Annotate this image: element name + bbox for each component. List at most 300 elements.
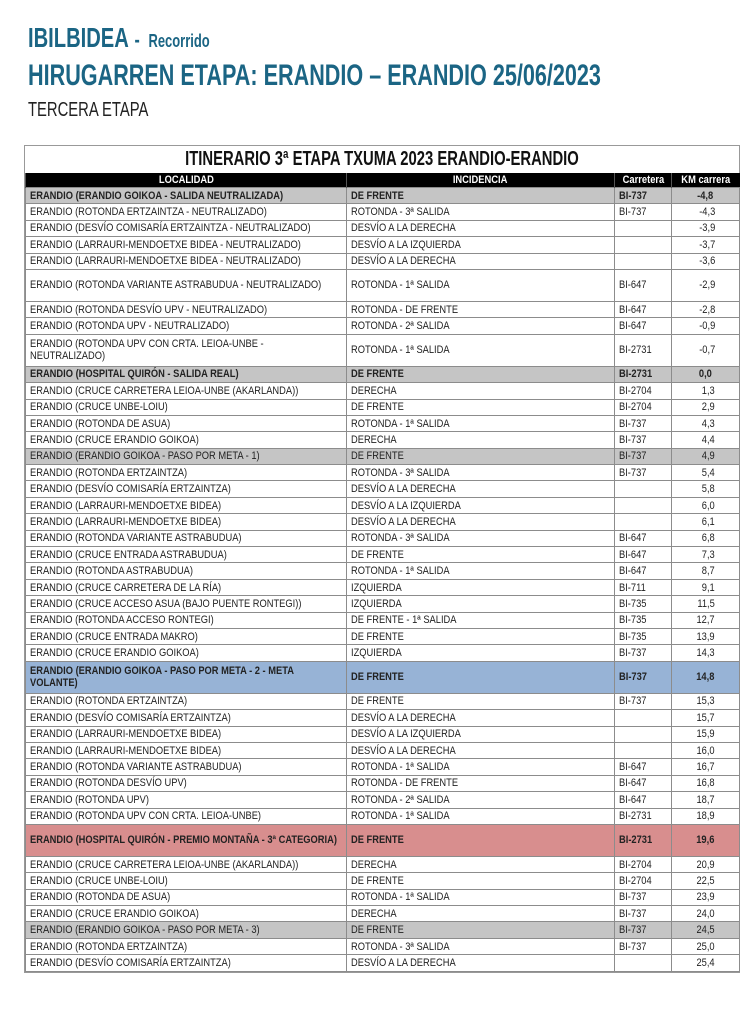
cell-km (672, 497, 740, 513)
cell-carretera-text: BI-647 (619, 320, 647, 333)
cell-incidencia (347, 693, 615, 709)
table-row (26, 220, 740, 236)
cell-km (672, 188, 740, 204)
cell-km (672, 579, 740, 595)
cell-incidencia (347, 448, 615, 464)
cell-localidad-text: ERANDIO (ROTONDA DE ASUA) (30, 417, 171, 430)
cell-carretera-text: BI-647 (619, 565, 647, 578)
cell-km (672, 726, 740, 742)
cell-incidencia-text: DESVÍO A LA IZQUIERDA (351, 728, 461, 741)
cell-localidad-text: ERANDIO (ROTONDA DESVÍO UPV - NEUTRALIZADO) (30, 303, 268, 316)
cell-km (672, 873, 740, 889)
cell-localidad-text: ERANDIO (LARRAURI-MENDOETXE BIDEA) (30, 515, 222, 528)
table-row (26, 938, 740, 954)
cell-localidad (26, 955, 347, 971)
cell-km-text: 14,8 (696, 671, 715, 684)
cell-localidad-text: ERANDIO (ROTONDA ERTZAINTZA) (30, 466, 188, 479)
cell-incidencia-text: ROTONDA - 1ª SALIDA (351, 279, 450, 292)
cell-carretera (615, 955, 672, 971)
cell-km (672, 334, 740, 366)
cell-carretera (615, 188, 672, 204)
table-row (26, 563, 740, 579)
table-row (26, 922, 740, 938)
cell-km-text: 24,5 (696, 924, 715, 937)
table-row (26, 775, 740, 791)
cell-km-text: 2,9 (702, 401, 715, 414)
table-row (26, 269, 740, 301)
cell-carretera-text: BI-2704 (619, 858, 652, 871)
cell-localidad-text: ERANDIO (ERANDIO GOIKOA - PASO POR META - 3) (30, 924, 260, 937)
cell-carretera (615, 938, 672, 954)
itinerary-title (25, 146, 739, 173)
cell-incidencia-text: DESVÍO A LA DERECHA (351, 222, 456, 235)
cell-localidad-text: ERANDIO (CRUCE UNBE-LOIU) (30, 874, 168, 887)
table-row (26, 645, 740, 661)
table-row (26, 301, 740, 317)
cell-incidencia-text: DE FRENTE (351, 401, 404, 414)
stage-title: HIRUGARREN ETAPA: ERANDIO – ERANDIO 25/06/2023 (28, 59, 601, 92)
cell-incidencia-text: DE FRENTE (351, 189, 404, 202)
table-row (26, 906, 740, 922)
column-header-km: KM carrera (672, 173, 740, 188)
cell-localidad (26, 514, 347, 530)
cell-km-text: 16,7 (696, 761, 715, 774)
cell-km (672, 366, 740, 382)
table-row (26, 726, 740, 742)
cell-localidad (26, 661, 347, 693)
cell-km (672, 922, 740, 938)
cell-localidad-text: ERANDIO (CRUCE ERANDIO GOIKOA) (30, 433, 199, 446)
table-row (26, 448, 740, 464)
cell-localidad-text: ERANDIO (DESVÍO COMISARÍA ERTZAINTZA) (30, 956, 231, 969)
table-row (26, 366, 740, 382)
cell-km-text: 6,0 (702, 499, 715, 512)
cell-km (672, 563, 740, 579)
table-row (26, 579, 740, 595)
itinerary-table (25, 173, 740, 972)
cell-localidad-text: ERANDIO (CRUCE ENTRADA ASTRABUDUA) (30, 548, 227, 561)
itinerary-title-text: ITINERARIO 3ª ETAPA TXUMA 2023 ERANDIO-ERANDIO (185, 148, 579, 170)
cell-incidencia (347, 824, 615, 856)
cell-km-text: 16,8 (696, 777, 715, 790)
cell-carretera (615, 775, 672, 791)
cell-incidencia-text: DE FRENTE (351, 671, 404, 684)
cell-km (672, 775, 740, 791)
cell-localidad-text: ERANDIO (ROTONDA VARIANTE ASTRABUDUA) (30, 761, 242, 774)
cell-carretera (615, 808, 672, 824)
cell-carretera-text: BI-737 (619, 647, 647, 660)
cell-carretera (615, 481, 672, 497)
cell-carretera (615, 366, 672, 382)
cell-incidencia-text: ROTONDA - DE FRENTE (351, 303, 459, 316)
cell-incidencia-text: ROTONDA - 2ª SALIDA (351, 320, 450, 333)
table-row (26, 415, 740, 431)
cell-km-text: 13,9 (696, 630, 715, 643)
cell-carretera-text: BI-2731 (619, 834, 653, 847)
cell-incidencia (347, 253, 615, 269)
cell-incidencia-text: DE FRENTE - 1ª SALIDA (351, 614, 457, 627)
cell-carretera-text: BI-735 (619, 614, 647, 627)
cell-incidencia-text: ROTONDA - 1ª SALIDA (351, 891, 450, 904)
cell-localidad-text: ERANDIO (CRUCE ERANDIO GOIKOA) (30, 907, 199, 920)
cell-km (672, 465, 740, 481)
stage-label: TERCERA ETAPA (28, 99, 149, 121)
cell-localidad (26, 220, 347, 236)
cell-incidencia-text: IZQUIERDA (351, 597, 402, 610)
cell-localidad-text: ERANDIO (CRUCE ENTRADA MAKRO) (30, 630, 198, 643)
cell-km-text: -3,6 (698, 255, 715, 268)
cell-incidencia (347, 383, 615, 399)
cell-km-text: 9,1 (702, 581, 715, 594)
table-row (26, 889, 740, 905)
cell-incidencia-text: DESVÍO A LA DERECHA (351, 515, 456, 528)
cell-km (672, 889, 740, 905)
cell-localidad (26, 399, 347, 415)
cell-localidad-text: ERANDIO (ERANDIO GOIKOA - SALIDA NEUTRALIZADA) (30, 189, 284, 202)
cell-localidad (26, 448, 347, 464)
cell-km-text: 12,7 (696, 614, 715, 627)
cell-carretera-text: BI-647 (619, 532, 647, 545)
cell-localidad (26, 530, 347, 546)
cell-carretera (615, 301, 672, 317)
cell-localidad (26, 481, 347, 497)
cell-km (672, 383, 740, 399)
cell-km-text: 25,4 (696, 956, 715, 969)
cell-incidencia-text: ROTONDA - 1ª SALIDA (351, 344, 450, 357)
cell-localidad (26, 253, 347, 269)
cell-localidad (26, 873, 347, 889)
cell-incidencia (347, 497, 615, 513)
cell-incidencia (347, 465, 615, 481)
cell-km (672, 628, 740, 644)
cell-carretera (615, 922, 672, 938)
cell-km-text: 11,5 (697, 597, 715, 610)
cell-carretera-text: BI-647 (619, 279, 647, 292)
cell-localidad (26, 710, 347, 726)
cell-km (672, 432, 740, 448)
cell-carretera-text: BI-737 (619, 450, 647, 463)
cell-km (672, 514, 740, 530)
cell-localidad (26, 383, 347, 399)
cell-km (672, 530, 740, 546)
table-row (26, 955, 740, 971)
cell-localidad (26, 808, 347, 824)
cell-carretera (615, 889, 672, 905)
brand-subtitle: Recorrido (148, 31, 210, 51)
cell-km (672, 906, 740, 922)
cell-km-text: 24,0 (696, 907, 715, 920)
cell-localidad (26, 497, 347, 513)
cell-localidad-text: ERANDIO (HOSPITAL QUIRÓN - PREMIO MONTAÑA - 3ª CATEGORIA) (30, 834, 337, 847)
cell-localidad (26, 596, 347, 612)
cell-localidad (26, 269, 347, 301)
cell-incidencia-text: DERECHA (351, 384, 397, 397)
cell-carretera (615, 693, 672, 709)
cell-localidad (26, 693, 347, 709)
cell-localidad (26, 432, 347, 448)
cell-incidencia-text: DESVÍO A LA DERECHA (351, 744, 456, 757)
cell-km-text: 16,0 (696, 744, 715, 757)
cell-localidad-text: ERANDIO (CRUCE UNBE-LOIU) (30, 401, 168, 414)
cell-incidencia-text: DE FRENTE (351, 834, 404, 847)
cell-km-text: 14,3 (696, 647, 715, 660)
cell-carretera (615, 596, 672, 612)
cell-localidad-text: ERANDIO (ROTONDA DE ASUA) (30, 891, 171, 904)
cell-localidad-text: ERANDIO (ROTONDA ERTZAINTZA) (30, 695, 188, 708)
cell-incidencia (347, 481, 615, 497)
cell-incidencia (347, 856, 615, 872)
cell-km (672, 237, 740, 253)
cell-carretera (615, 514, 672, 530)
cell-localidad (26, 742, 347, 758)
cell-incidencia (347, 742, 615, 758)
cell-carretera (615, 906, 672, 922)
cell-carretera (615, 873, 672, 889)
cell-carretera (615, 448, 672, 464)
cell-localidad (26, 856, 347, 872)
title-separator: - (134, 27, 140, 52)
column-header-incidencia: INCIDENCIA (347, 173, 615, 188)
cell-carretera (615, 824, 672, 856)
cell-localidad (26, 237, 347, 253)
cell-localidad (26, 204, 347, 220)
cell-localidad-text: ERANDIO (ROTONDA UPV CON CRTA. LEIOA-UNBE) (30, 810, 262, 823)
cell-localidad-text: ERANDIO (ROTONDA ACCESO RONTEGI) (30, 614, 214, 627)
cell-localidad-text: ERANDIO (LARRAURI-MENDOETXE BIDEA - NEUTRALIZADO) (30, 255, 301, 268)
cell-km-text: -2,8 (698, 303, 715, 316)
cell-km-text: 5,4 (702, 466, 715, 479)
cell-incidencia (347, 726, 615, 742)
cell-incidencia (347, 596, 615, 612)
cell-incidencia-text: ROTONDA - 1ª SALIDA (351, 810, 450, 823)
cell-incidencia (347, 547, 615, 563)
cell-carretera (615, 237, 672, 253)
cell-incidencia (347, 922, 615, 938)
cell-km (672, 792, 740, 808)
cell-incidencia-text: DESVÍO A LA IZQUIERDA (351, 238, 461, 251)
cell-carretera-text: BI-647 (619, 303, 647, 316)
table-row (26, 530, 740, 546)
table-row (26, 432, 740, 448)
cell-km-text: 6,8 (702, 532, 715, 545)
cell-carretera (615, 792, 672, 808)
cell-localidad-text: ERANDIO (ROTONDA ERTZAINTZA - NEUTRALIZADO) (30, 206, 267, 219)
cell-km (672, 693, 740, 709)
table-row (26, 399, 740, 415)
cell-localidad (26, 188, 347, 204)
cell-carretera (615, 383, 672, 399)
cell-carretera-text: BI-737 (619, 189, 647, 202)
cell-km (672, 808, 740, 824)
cell-localidad-text: ERANDIO (CRUCE ERANDIO GOIKOA) (30, 647, 199, 660)
cell-incidencia (347, 366, 615, 382)
cell-incidencia (347, 873, 615, 889)
cell-localidad (26, 906, 347, 922)
cell-km-text: 15,7 (696, 711, 715, 724)
cell-km-text: 15,3 (696, 695, 715, 708)
cell-km (672, 399, 740, 415)
cell-carretera-text: BI-735 (619, 597, 647, 610)
cell-incidencia (347, 775, 615, 791)
cell-incidencia (347, 318, 615, 334)
cell-km-text: 7,3 (702, 548, 715, 561)
cell-incidencia-text: DESVÍO A LA IZQUIERDA (351, 499, 461, 512)
cell-incidencia (347, 759, 615, 775)
column-header-localidad: LOCALIDAD (26, 173, 347, 188)
itinerary-sheet (24, 145, 740, 973)
table-row (26, 514, 740, 530)
cell-incidencia-text: DE FRENTE (351, 630, 404, 643)
cell-km-text: 20,9 (696, 858, 715, 871)
cell-localidad (26, 775, 347, 791)
cell-incidencia-text: DE FRENTE (351, 450, 404, 463)
cell-carretera (615, 399, 672, 415)
cell-localidad (26, 759, 347, 775)
cell-km-text: -4,3 (698, 206, 715, 219)
cell-km (672, 938, 740, 954)
cell-km (672, 220, 740, 236)
cell-km-text: -4,8 (697, 189, 714, 202)
cell-localidad (26, 465, 347, 481)
table-row (26, 824, 740, 856)
cell-localidad-text: ERANDIO (ROTONDA VARIANTE ASTRABUDUA) (30, 532, 242, 545)
cell-km-text: 15,9 (696, 728, 715, 741)
cell-incidencia (347, 188, 615, 204)
cell-incidencia (347, 432, 615, 448)
table-row (26, 481, 740, 497)
cell-carretera-text: BI-711 (619, 581, 646, 594)
table-row (26, 596, 740, 612)
cell-carretera-text: BI-647 (619, 548, 647, 561)
cell-km-text: -2,9 (698, 279, 715, 292)
cell-km (672, 547, 740, 563)
cell-km (672, 661, 740, 693)
cell-carretera-text: BI-737 (619, 466, 647, 479)
cell-incidencia-text: DERECHA (351, 907, 397, 920)
cell-localidad (26, 792, 347, 808)
cell-incidencia-text: ROTONDA - 3ª SALIDA (351, 206, 450, 219)
cell-carretera (615, 269, 672, 301)
cell-carretera-text: BI-2731 (619, 344, 652, 357)
table-row (26, 792, 740, 808)
cell-km (672, 481, 740, 497)
cell-km (672, 856, 740, 872)
table-row (26, 808, 740, 824)
cell-km-text: 18,7 (696, 793, 715, 806)
cell-localidad (26, 579, 347, 595)
cell-km-text: 4,3 (702, 417, 715, 430)
cell-incidencia-text: IZQUIERDA (351, 647, 402, 660)
table-row (26, 661, 740, 693)
cell-km (672, 596, 740, 612)
cell-carretera (615, 497, 672, 513)
cell-carretera-text: BI-737 (619, 433, 647, 446)
table-row (26, 873, 740, 889)
cell-localidad (26, 628, 347, 644)
cell-incidencia-text: IZQUIERDA (351, 581, 402, 594)
cell-localidad-text: ERANDIO (ERANDIO GOIKOA - PASO POR META - 1) (30, 450, 260, 463)
cell-incidencia-text: ROTONDA - 1ª SALIDA (351, 761, 450, 774)
cell-carretera (615, 465, 672, 481)
table-row (26, 237, 740, 253)
table-row (26, 856, 740, 872)
cell-km-text: 22,5 (696, 874, 715, 887)
cell-carretera (615, 563, 672, 579)
cell-carretera-text: BI-735 (619, 630, 647, 643)
cell-localidad (26, 547, 347, 563)
cell-carretera-text: BI-737 (619, 671, 647, 684)
cell-km (672, 269, 740, 301)
table-row (26, 465, 740, 481)
cell-localidad-text: ERANDIO (DESVÍO COMISARÍA ERTZAINTZA - NEUTRALIZADO) (30, 222, 311, 235)
cell-localidad-text: ERANDIO (ROTONDA ERTZAINTZA) (30, 940, 188, 953)
cell-carretera (615, 204, 672, 220)
cell-carretera (615, 547, 672, 563)
cell-carretera (615, 253, 672, 269)
table-header-row (26, 173, 740, 188)
cell-km-text: -3,9 (698, 222, 715, 235)
cell-carretera-text: BI-2704 (619, 401, 652, 414)
cell-incidencia (347, 792, 615, 808)
cell-km (672, 742, 740, 758)
cell-carretera (615, 742, 672, 758)
cell-km-text: 0,0 (699, 368, 712, 381)
cell-localidad-text: ERANDIO (CRUCE CARRETERA DE LA RÍA) (30, 581, 222, 594)
cell-incidencia-text: DE FRENTE (351, 368, 404, 381)
cell-km-text: 5,8 (702, 483, 715, 496)
cell-localidad (26, 938, 347, 954)
cell-incidencia-text: DE FRENTE (351, 924, 404, 937)
cell-carretera-text: BI-737 (619, 940, 647, 953)
cell-km (672, 448, 740, 464)
cell-km (672, 415, 740, 431)
cell-carretera-text: BI-2731 (619, 810, 652, 823)
cell-incidencia (347, 938, 615, 954)
cell-localidad-text: ERANDIO (CRUCE CARRETERA LEIOA-UNBE (AKARLANDA)) (30, 858, 299, 871)
cell-incidencia-text: DE FRENTE (351, 695, 404, 708)
cell-carretera-text: BI-737 (619, 907, 647, 920)
cell-km (672, 955, 740, 971)
cell-localidad (26, 726, 347, 742)
cell-incidencia (347, 301, 615, 317)
cell-localidad-text: ERANDIO (LARRAURI-MENDOETXE BIDEA) (30, 744, 222, 757)
cell-localidad (26, 922, 347, 938)
table-row (26, 742, 740, 758)
cell-incidencia-text: ROTONDA - DE FRENTE (351, 777, 459, 790)
cell-km-text: 23,9 (696, 891, 715, 904)
cell-incidencia-text: DE FRENTE (351, 548, 404, 561)
cell-carretera-text: BI-2731 (619, 368, 653, 381)
cell-incidencia (347, 808, 615, 824)
table-row (26, 204, 740, 220)
cell-carretera (615, 628, 672, 644)
cell-km-text: -3,7 (698, 238, 715, 251)
table-row (26, 318, 740, 334)
cell-incidencia (347, 955, 615, 971)
table-row (26, 710, 740, 726)
cell-carretera (615, 661, 672, 693)
cell-carretera-text: BI-737 (619, 891, 647, 904)
table-row (26, 383, 740, 399)
cell-incidencia-text: ROTONDA - 3ª SALIDA (351, 532, 450, 545)
table-row (26, 612, 740, 628)
cell-incidencia (347, 220, 615, 236)
table-row (26, 628, 740, 644)
cell-carretera (615, 334, 672, 366)
table-row (26, 547, 740, 563)
cell-incidencia (347, 399, 615, 415)
table-row (26, 188, 740, 204)
